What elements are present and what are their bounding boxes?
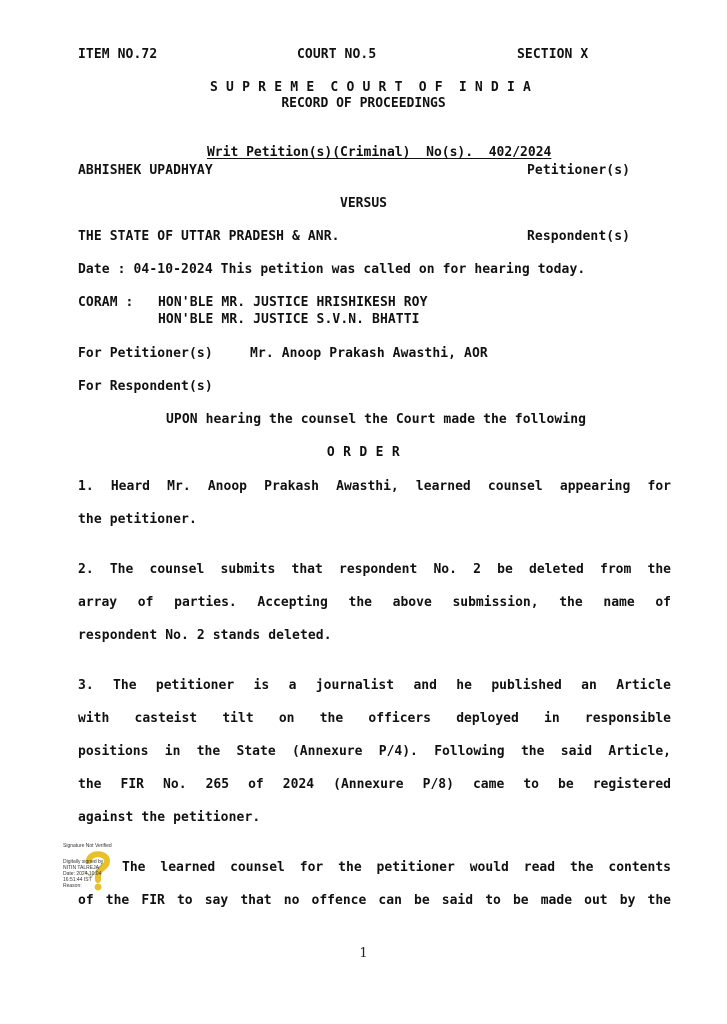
coram-label: CORAM : bbox=[78, 295, 134, 310]
order-para-1-line-1: 1. Heard Mr. Anoop Prakash Awasthi, learned counsel appearing for bbox=[78, 479, 671, 494]
signature-line-1: Digitally signed by bbox=[63, 859, 104, 865]
order-para-1-line-2: the petitioner. bbox=[78, 512, 197, 527]
signature-line-2: NITIN TALREJA bbox=[63, 865, 99, 871]
petitioner-name: ABHISHEK UPADHYAY bbox=[78, 163, 213, 178]
petitioner-role: Petitioner(s) bbox=[527, 163, 631, 178]
order-para-3-line-4: the FIR No. 265 of 2024 (Annexure P/8) came to be registered bbox=[78, 777, 671, 792]
petitioner-counsel-name: Mr. Anoop Prakash Awasthi, AOR bbox=[250, 346, 488, 361]
hearing-statement: UPON hearing the counsel the Court made the following bbox=[166, 412, 587, 427]
hearing-date: Date : 04-10-2024 This petition was called on for hearing today. bbox=[78, 262, 586, 277]
petitioner-counsel-label: For Petitioner(s) bbox=[78, 346, 213, 361]
order-para-4-line-2: of the FIR to say that no offence can be said to be made out by the bbox=[78, 893, 671, 908]
respondent-name: THE STATE OF UTTAR PRADESH & ANR. bbox=[78, 229, 340, 244]
coram-judge-2: HON'BLE MR. JUSTICE S.V.N. BHATTI bbox=[158, 312, 420, 327]
order-heading: O R D E R bbox=[326, 445, 401, 460]
versus-label: VERSUS bbox=[340, 196, 387, 211]
digital-signature-block[interactable] bbox=[63, 843, 131, 891]
signature-status: Signature Not Verified bbox=[63, 843, 112, 849]
order-para-3-line-5: against the petitioner. bbox=[78, 810, 261, 825]
record-title: RECORD OF PROCEEDINGS bbox=[281, 96, 446, 111]
item-number: ITEM NO.72 bbox=[78, 47, 158, 62]
signature-line-5: Reason: bbox=[63, 883, 82, 889]
respondent-counsel-label: For Respondent(s) bbox=[78, 379, 213, 394]
order-para-4-line-1: The learned counsel for the petitioner would read the contents bbox=[122, 860, 671, 875]
section-label: SECTION X bbox=[517, 47, 589, 62]
order-para-3-line-1: 3. The petitioner is a journalist and he published an Article bbox=[78, 678, 671, 693]
order-para-2-line-1: 2. The counsel submits that respondent No. 2 be deleted from the bbox=[78, 562, 671, 577]
signature-line-3: Date: 2024.10.04 bbox=[63, 871, 102, 877]
case-title-text: Writ Petition(s)(Criminal) No(s). 402/2024 bbox=[206, 145, 552, 160]
order-para-2-line-2: array of parties. Accepting the above submission, the name of bbox=[78, 595, 671, 610]
order-para-3-line-2: with casteist tilt on the officers deployed in responsible bbox=[78, 711, 671, 726]
court-number: COURT NO.5 bbox=[297, 47, 377, 62]
coram-judge-1: HON'BLE MR. JUSTICE HRISHIKESH ROY bbox=[158, 295, 428, 310]
signature-line-4: 16:51:44 IST bbox=[63, 877, 92, 883]
page-number: 1 bbox=[359, 946, 368, 961]
order-para-2-line-3: respondent No. 2 stands deleted. bbox=[78, 628, 332, 643]
court-name: S U P R E M E C O U R T O F I N D I A bbox=[210, 80, 532, 95]
respondent-role: Respondent(s) bbox=[527, 229, 631, 244]
order-para-3-line-3: positions in the State (Annexure P/4). Following the said Article, bbox=[78, 744, 671, 759]
